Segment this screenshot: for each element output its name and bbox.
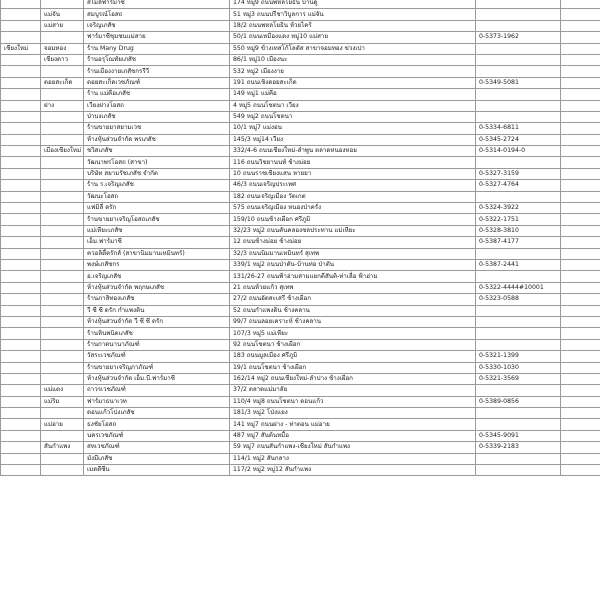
pharmacy-name-cell: นครเวชภัณฑ์: [84, 430, 230, 441]
empty-cell: [561, 168, 600, 179]
empty-cell: [561, 237, 600, 248]
table-row: [1, 89, 600, 100]
district-cell: [41, 351, 84, 362]
table-row: [1, 214, 600, 225]
pharmacy-name-cell: สหเวชภัณฑ์: [84, 442, 230, 453]
table-row: [1, 43, 600, 54]
district-cell: แม่จัน: [41, 9, 84, 20]
district-cell: [41, 111, 84, 122]
address-cell: 32/23 หมู่2 ถนนคันคลองชลประทาน แม่เหียะ: [230, 225, 476, 236]
province-cell: [1, 66, 41, 77]
pharmacy-name-cell: ห้างหุ้นส่วนจำกัด เอ็ม.บี.ฟาร์มาซี: [84, 373, 230, 384]
district-cell: [41, 430, 84, 441]
phone-cell: [476, 328, 561, 339]
province-cell: [1, 396, 41, 407]
empty-cell: [561, 282, 600, 293]
empty-cell: [561, 100, 600, 111]
phone-cell: [476, 157, 561, 168]
province-cell: [1, 430, 41, 441]
phone-cell: [476, 453, 561, 464]
address-cell: 117/2 หมู่2 หมู่12 สันกำแพง: [230, 465, 476, 476]
phone-cell: [476, 111, 561, 122]
address-cell: 181/3 หมู่2 โป่งแยง: [230, 408, 476, 419]
phone-cell: [476, 305, 561, 316]
address-cell: 332/4-6 ถนนเชียงใหม่-ลำพูน ตลาดหนองหอย: [230, 146, 476, 157]
phone-cell: 0-5323-0588: [476, 294, 561, 305]
phone-cell: 0-5327-3159: [476, 168, 561, 179]
province-cell: [1, 362, 41, 373]
district-cell: [41, 66, 84, 77]
pharmacy-name-cell: ธงชัยโอสถ: [84, 419, 230, 430]
phone-cell: [476, 408, 561, 419]
address-cell: 99/7 ถนนลอยเคราะห์ ช้างคลาน: [230, 316, 476, 327]
empty-cell: [561, 362, 600, 373]
pharmacy-name-cell: วี ซี ซี ดรัก กำแพงดิน: [84, 305, 230, 316]
district-cell: [41, 373, 84, 384]
province-cell: [1, 77, 41, 88]
address-cell: 149 หมู่1 แม่คือ: [230, 89, 476, 100]
district-cell: [41, 408, 84, 419]
empty-cell: [561, 123, 600, 134]
table-row: [1, 408, 600, 419]
pharmacy-name-cell: ร้านขายยาสยามเวช: [84, 123, 230, 134]
phone-cell: 0-5349-5081: [476, 77, 561, 88]
phone-cell: [476, 89, 561, 100]
empty-cell: [561, 373, 600, 384]
pharmacy-name-cell: ฟาร์มาซีชุมชนแม่สาย: [84, 32, 230, 43]
empty-cell: [561, 54, 600, 65]
province-cell: [1, 89, 41, 100]
district-cell: แม่ริม: [41, 396, 84, 407]
province-cell: [1, 385, 41, 396]
table-row: [1, 0, 600, 9]
province-cell: [1, 111, 41, 122]
district-cell: สันกำแพง: [41, 442, 84, 453]
address-cell: 114/1 หมู่2 สันกลาง: [230, 453, 476, 464]
phone-cell: 0-5334-6811: [476, 123, 561, 134]
phone-cell: [476, 191, 561, 202]
empty-cell: [561, 442, 600, 453]
province-cell: [1, 203, 41, 214]
address-cell: 59 หมู่7 ถนนสันกำแพง-เชียงใหม่ สันกำแพง: [230, 442, 476, 453]
district-cell: [41, 362, 84, 373]
pharmacy-name-cell: ร้าน ร.เจริญเภสัช: [84, 180, 230, 191]
table-row: [1, 453, 600, 464]
pharmacy-name-cell: ชวิสเภสัช: [84, 146, 230, 157]
district-cell: [41, 214, 84, 225]
table-row: [1, 54, 600, 65]
empty-cell: [561, 351, 600, 362]
province-cell: [1, 157, 41, 168]
address-cell: 46/3 ถนนเจริญประเทศ: [230, 180, 476, 191]
pharmacy-name-cell: ป่าบงเภสัช: [84, 111, 230, 122]
address-cell: 159/10 ถนนช้างเผือก ศรีภูมิ: [230, 214, 476, 225]
pharmacy-name-cell: ร้านขายยาเจริญโอสถเภสัช: [84, 214, 230, 225]
address-cell: 10 ถนนราชเชียงแสน หายยา: [230, 168, 476, 179]
province-cell: [1, 123, 41, 134]
address-cell: 52 ถนนกำแพงดิน ช้างคลาน: [230, 305, 476, 316]
pharmacy-name-cell: ห้างหุ้นส่วนจำกัด พฤกษเภสัช: [84, 282, 230, 293]
province-cell: [1, 316, 41, 327]
empty-cell: [561, 180, 600, 191]
address-cell: 32/3 ถนนนิมมานเหมินทร์ สุเทพ: [230, 248, 476, 259]
district-cell: [41, 225, 84, 236]
empty-cell: [561, 225, 600, 236]
province-cell: [1, 465, 41, 476]
phone-cell: [476, 419, 561, 430]
province-cell: [1, 20, 41, 31]
table-row: [1, 419, 600, 430]
pharmacy-name-cell: วัสระเวชภัณฑ์: [84, 351, 230, 362]
phone-cell: [476, 66, 561, 77]
phone-cell: 0-5314-0194-0: [476, 146, 561, 157]
pharmacy-name-cell: ร้านอรุโณทัยเภสัช: [84, 54, 230, 65]
district-cell: เมืองเชียงใหม่: [41, 146, 84, 157]
empty-cell: [561, 32, 600, 43]
empty-cell: [561, 430, 600, 441]
table-row: [1, 294, 600, 305]
province-cell: [1, 248, 41, 259]
empty-cell: [561, 9, 600, 20]
empty-cell: [561, 453, 600, 464]
address-cell: 145/3 หมู่14 เวียง: [230, 134, 476, 145]
empty-cell: [561, 66, 600, 77]
phone-cell: [476, 385, 561, 396]
province-cell: [1, 32, 41, 43]
phone-cell: 0-5322-1751: [476, 214, 561, 225]
address-cell: 110/4 หมู่8 ถนนโชตนา ดอนแก้ว: [230, 396, 476, 407]
empty-cell: [561, 157, 600, 168]
district-cell: แม่อาย: [41, 419, 84, 430]
district-cell: [41, 282, 84, 293]
pharmacy-name-cell: อ.เจริญเภสัช: [84, 271, 230, 282]
address-cell: 182 ถนนเจริญเมือง วัดเกต: [230, 191, 476, 202]
province-cell: [1, 146, 41, 157]
address-cell: 10/1 หมู่7 แม่งอน: [230, 123, 476, 134]
district-cell: [41, 191, 84, 202]
address-cell: 339/1 หมู่2 ถนนป่าตัน-บ้านท่อ ป่าตัน: [230, 259, 476, 270]
address-cell: 50/1 ถนนเหมืองแดง หมู่10 แม่สาย: [230, 32, 476, 43]
address-cell: 116 ถนนวิชยานนท์ ช้างม่อย: [230, 157, 476, 168]
table-row: [1, 271, 600, 282]
table-row: [1, 305, 600, 316]
pharmacy-name-cell: มังมีเภสัช: [84, 453, 230, 464]
empty-cell: [561, 465, 600, 476]
empty-cell: [561, 305, 600, 316]
province-cell: [1, 373, 41, 384]
pharmacy-name-cell: ร้านภาสิทองเภสัช: [84, 294, 230, 305]
pharmacy-name-cell: สไมล์ฟาร์มาซี: [84, 0, 230, 9]
phone-cell: [476, 100, 561, 111]
empty-cell: [561, 20, 600, 31]
empty-cell: [561, 111, 600, 122]
phone-cell: [476, 0, 561, 9]
address-cell: 162/14 หมู่2 ถนนเชียงใหม่-ลำปาง ช้างเผือก: [230, 373, 476, 384]
district-cell: [41, 203, 84, 214]
empty-cell: [561, 328, 600, 339]
table-row: [1, 100, 600, 111]
pharmacy-name-cell: ฟาร์มาธนาเวท: [84, 396, 230, 407]
pharmacy-table-body: [1, 0, 600, 476]
address-cell: 21 ถนนห้วยแก้ว สุเทพ: [230, 282, 476, 293]
address-cell: 191 ถนนเชิงดอยสะเก็ด: [230, 77, 476, 88]
empty-cell: [561, 43, 600, 54]
address-cell: 12 ถนนช้างม่อย ช้างม่อย: [230, 237, 476, 248]
phone-cell: 0-5387-4177: [476, 237, 561, 248]
empty-cell: [561, 191, 600, 202]
district-cell: แม่แตง: [41, 385, 84, 396]
address-cell: 532 หมู่2 เมืองงาย: [230, 66, 476, 77]
table-row: [1, 191, 600, 202]
district-cell: จอมทอง: [41, 43, 84, 54]
district-cell: [41, 316, 84, 327]
district-cell: [41, 157, 84, 168]
district-cell: ดอยสะเก็ด: [41, 77, 84, 88]
table-row: [1, 32, 600, 43]
table-row: [1, 111, 600, 122]
table-row: [1, 373, 600, 384]
empty-cell: [561, 385, 600, 396]
district-cell: [41, 465, 84, 476]
province-cell: [1, 237, 41, 248]
empty-cell: [561, 419, 600, 430]
phone-cell: [476, 339, 561, 350]
table-row: [1, 225, 600, 236]
phone-cell: 0-5328-3810: [476, 225, 561, 236]
district-cell: [41, 305, 84, 316]
address-cell: 86/1 หมู่10 เมืองนะ: [230, 54, 476, 65]
phone-cell: 0-5327-4764: [476, 180, 561, 191]
table-row: [1, 9, 600, 20]
province-cell: [1, 271, 41, 282]
table-row: [1, 328, 600, 339]
empty-cell: [561, 396, 600, 407]
address-cell: 107/3 หมู่5 แม่เหียะ: [230, 328, 476, 339]
address-cell: 550 หมู่9 ข้างเทสโก้โลตัส สาขาจอมทอง ข่วงเปา: [230, 43, 476, 54]
district-cell: [41, 180, 84, 191]
address-cell: 19/1 ถนนโชตนา ช้างเผือก: [230, 362, 476, 373]
phone-cell: 0-5373-1962: [476, 32, 561, 43]
table-row: [1, 282, 600, 293]
phone-cell: [476, 465, 561, 476]
phone-cell: [476, 54, 561, 65]
table-row: [1, 157, 600, 168]
phone-cell: 0-5321-3569: [476, 373, 561, 384]
province-cell: [1, 9, 41, 20]
address-cell: 37/2 ตลาดแม่มาลัย: [230, 385, 476, 396]
address-cell: 575 ถนนเจริญเมือง หนองป่าครั่ง: [230, 203, 476, 214]
address-cell: 27/2 ถนนอัตสะเสรี ช้างเผือก: [230, 294, 476, 305]
phone-cell: 0-5321-1399: [476, 351, 561, 362]
address-cell: 92 ถนนโชตนา ช้างเผือก: [230, 339, 476, 350]
district-cell: [41, 32, 84, 43]
district-cell: [41, 328, 84, 339]
province-cell: [1, 214, 41, 225]
address-cell: 549 หมู่2 ถนนโชตนา: [230, 111, 476, 122]
province-cell: [1, 294, 41, 305]
address-cell: 183 ถนนมูลเมือง ศรีภูมิ: [230, 351, 476, 362]
district-cell: [41, 168, 84, 179]
table-row: [1, 362, 600, 373]
phone-cell: [476, 43, 561, 54]
empty-cell: [561, 271, 600, 282]
empty-cell: [561, 146, 600, 157]
phone-cell: 0-5324-3922: [476, 203, 561, 214]
table-row: [1, 316, 600, 327]
address-cell: 174 หมู่9 ถนนพหลโยธิน บ้านดู่: [230, 0, 476, 9]
table-row: [1, 66, 600, 77]
address-cell: 141 หมู่7 ถนนฝาง - ท่าตอน แม่อาย: [230, 419, 476, 430]
province-cell: [1, 259, 41, 270]
district-cell: เชียงดาว: [41, 54, 84, 65]
phone-cell: [476, 248, 561, 259]
phone-cell: 0-5345-2724: [476, 134, 561, 145]
phone-cell: [476, 316, 561, 327]
province-cell: [1, 442, 41, 453]
pharmacy-name-cell: ร้านขายยาเจริญภาภัณฑ์: [84, 362, 230, 373]
pharmacy-name-cell: สมบูรณ์โอสถ: [84, 9, 230, 20]
pharmacy-name-cell: เมดดีซีน: [84, 465, 230, 476]
pharmacy-name-cell: ควอลิตี้ดรักส์ (สาขานิมมานเหมินทร์): [84, 248, 230, 259]
empty-cell: [561, 259, 600, 270]
district-cell: [41, 134, 84, 145]
pharmacy-name-cell: ร้าน แม่คือเภสัช: [84, 89, 230, 100]
empty-cell: [561, 77, 600, 88]
district-cell: [41, 237, 84, 248]
pharmacy-name-cell: เวียงฝางโอสถ: [84, 100, 230, 111]
address-cell: 131/26-27 ถนนฟ้าฮ่ามสามแยกดีสันติ-ท่าเลื่อ ฟ้าฮ่าม: [230, 271, 476, 282]
table-row: [1, 20, 600, 31]
empty-cell: [561, 408, 600, 419]
district-cell: [41, 259, 84, 270]
pharmacy-name-cell: แม่เหียะเภสัช: [84, 225, 230, 236]
province-cell: [1, 0, 41, 9]
district-cell: ฝาง: [41, 100, 84, 111]
province-cell: [1, 100, 41, 111]
province-cell: [1, 168, 41, 179]
pharmacy-name-cell: ห้างหุ้นส่วนจำกัด พรเภสัช: [84, 134, 230, 145]
province-cell: [1, 419, 41, 430]
phone-cell: 0-5330-1030: [476, 362, 561, 373]
district-cell: [41, 271, 84, 282]
pharmacy-name-cell: วัฒนะโอสถ: [84, 191, 230, 202]
empty-cell: [561, 0, 600, 9]
phone-cell: [476, 9, 561, 20]
table-row: [1, 465, 600, 476]
phone-cell: 0-5322-4444#10001: [476, 282, 561, 293]
address-cell: 18/2 ถนนพหลโยธิน ห้วยไคร้: [230, 20, 476, 31]
phone-cell: [476, 271, 561, 282]
empty-cell: [561, 294, 600, 305]
province-cell: [1, 351, 41, 362]
pharmacy-name-cell: แฟมิลี่ ดรัก: [84, 203, 230, 214]
province-cell: [1, 180, 41, 191]
table-row: [1, 430, 600, 441]
table-row: [1, 351, 600, 362]
province-cell: [1, 305, 41, 316]
pharmacy-name-cell: ร้านเมืองงายเภสัชกรรีวี: [84, 66, 230, 77]
phone-cell: 0-5345-9091: [476, 430, 561, 441]
phone-cell: [476, 20, 561, 31]
province-cell: เชียงใหม่: [1, 43, 41, 54]
pharmacy-name-cell: ร้านหินพนิดเภสัช: [84, 328, 230, 339]
province-cell: [1, 339, 41, 350]
district-cell: [41, 0, 84, 9]
table-row: [1, 134, 600, 145]
empty-cell: [561, 214, 600, 225]
phone-cell: 0-5387-2441: [476, 259, 561, 270]
empty-cell: [561, 248, 600, 259]
table-row: [1, 123, 600, 134]
province-cell: [1, 408, 41, 419]
empty-cell: [561, 339, 600, 350]
table-row: [1, 339, 600, 350]
district-cell: [41, 339, 84, 350]
pharmacy-name-cell: ร้านกาดนานาภัณฑ์: [84, 339, 230, 350]
pharmacy-name-cell: พงษ์เภสัชกร: [84, 259, 230, 270]
table-row: [1, 385, 600, 396]
district-cell: [41, 294, 84, 305]
province-cell: [1, 134, 41, 145]
empty-cell: [561, 89, 600, 100]
province-cell: [1, 191, 41, 202]
pharmacy-name-cell: เจริญเภสัช: [84, 20, 230, 31]
table-row: [1, 168, 600, 179]
address-cell: 4 หมู่5 ถนนโชตนา เวียง: [230, 100, 476, 111]
table-row: [1, 237, 600, 248]
table-row: [1, 396, 600, 407]
pharmacy-name-cell: ร้าน Many Drug: [84, 43, 230, 54]
table-row: [1, 259, 600, 270]
province-cell: [1, 453, 41, 464]
province-cell: [1, 225, 41, 236]
table-row: [1, 203, 600, 214]
phone-cell: 0-5339-2183: [476, 442, 561, 453]
province-cell: [1, 282, 41, 293]
district-cell: [41, 453, 84, 464]
pharmacy-name-cell: ดอยสะเก็ดเวชภัณฑ์: [84, 77, 230, 88]
empty-cell: [561, 203, 600, 214]
address-cell: 487 หมู่7 สันต้นหมื้อ: [230, 430, 476, 441]
district-cell: [41, 248, 84, 259]
pharmacy-name-cell: บริษัท สยามรัชเภสัช จำกัด: [84, 168, 230, 179]
district-cell: [41, 89, 84, 100]
table-row: [1, 442, 600, 453]
table-row: [1, 248, 600, 259]
pharmacy-name-cell: ดอนแก้วโปงเภสัช: [84, 408, 230, 419]
pharmacy-name-cell: วัฒนาพรโอสถ (สาขา): [84, 157, 230, 168]
table-row: [1, 77, 600, 88]
phone-cell: 0-5389-0856: [476, 396, 561, 407]
pharmacy-name-cell: ห้างหุ้นส่วนจำกัด วี ซี ซี ดรัก: [84, 316, 230, 327]
pharmacy-name-cell: เอ็ม.ฟาร์มาซี: [84, 237, 230, 248]
province-cell: [1, 54, 41, 65]
pharmacy-name-cell: ถาวรเวชภัณฑ์: [84, 385, 230, 396]
table-row: [1, 146, 600, 157]
province-cell: [1, 328, 41, 339]
address-cell: 51 หมู่3 ถนนปรีชาวิบูลการ แม่จัน: [230, 9, 476, 20]
district-cell: [41, 123, 84, 134]
district-cell: แม่สาย: [41, 20, 84, 31]
table-row: [1, 180, 600, 191]
empty-cell: [561, 134, 600, 145]
empty-cell: [561, 316, 600, 327]
